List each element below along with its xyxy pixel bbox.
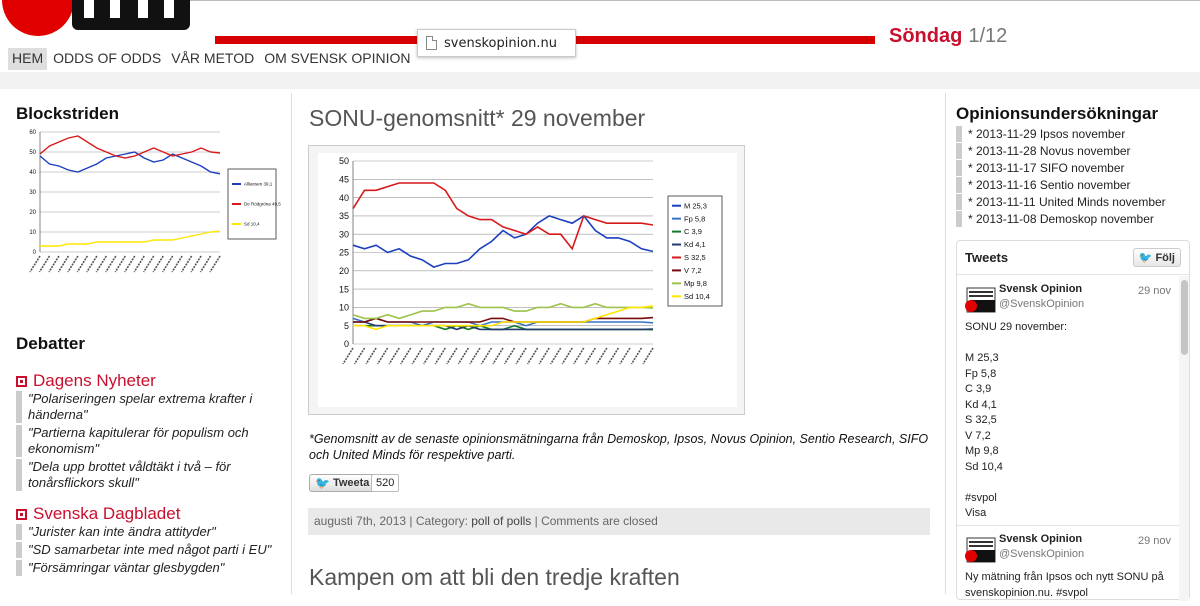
y-tick-label: 35	[338, 211, 349, 222]
legend-label: Sd 10,4	[244, 221, 260, 227]
y-tick-label: 10	[338, 302, 349, 313]
tweet-count: 520	[371, 474, 399, 492]
nav-hem[interactable]: HEM	[8, 48, 47, 70]
x-tick-label	[115, 256, 125, 272]
legend-box	[668, 196, 722, 306]
y-tick-label: 5	[343, 320, 349, 331]
x-tick-label	[210, 256, 220, 272]
tweet-button[interactable]	[309, 474, 375, 492]
blockstriden-title: Blockstriden	[16, 104, 119, 123]
tweet-body: SONU 29 november: M 25,3 Fp 5,8 C 3,9 Kd 4,1 S 32,5 V 7,2 Mp 9,8 Sd 10,4 #svpol Visa	[965, 321, 1068, 519]
x-tick-label	[447, 348, 457, 364]
right-sidebar	[945, 93, 1200, 599]
tweets-header	[957, 241, 1189, 275]
x-tick-label	[597, 348, 607, 364]
series-line	[40, 136, 220, 158]
source-svenska-dagbladet	[16, 504, 180, 524]
day-date: 1/12	[968, 25, 1008, 47]
url-tooltip	[417, 29, 576, 57]
tweet-label: Tweeta	[332, 477, 370, 489]
tweet-item[interactable]	[957, 526, 1189, 606]
x-tick-label	[435, 348, 445, 364]
tweet-body: Ny mätning från Ipsos och nytt SONU på svenskopinion.nu. #svpol	[965, 571, 1164, 599]
y-tick-label: 20	[338, 265, 349, 276]
debatter-title: Debatter	[16, 334, 85, 353]
nav-var-metod[interactable]: VÅR METOD	[171, 50, 255, 66]
x-tick-label	[77, 256, 87, 272]
legend-label: M 25,3	[684, 201, 707, 211]
tweets-title: Tweets	[965, 250, 1009, 265]
polls-title: Opinionsundersökningar	[956, 104, 1159, 123]
chart-footnote: *Genomsnitt av de senaste opinionsmätningarna från Demoskop, Ipsos, Novus Opinion, Sentio Research, SIFO och United Minds för respektive parti.	[309, 432, 929, 462]
twitter-bird-icon: 🐦	[315, 476, 330, 490]
x-tick-label	[30, 256, 40, 272]
x-tick-label	[144, 256, 154, 272]
legend-label: Mp 9,8	[684, 278, 707, 288]
series-line	[40, 152, 220, 174]
legend-label: Fp 5,8	[684, 214, 706, 224]
legend-label: Alliansen 39,1	[244, 181, 273, 187]
series-line	[353, 304, 653, 319]
y-tick-label: 60	[29, 130, 36, 137]
poll-link[interactable]: * 2013-11-16 Sentio november	[956, 177, 1191, 193]
article-link[interactable]: "Dela upp brottet våldtäkt i två – för tonårsflickors skull"	[16, 459, 278, 491]
category-link[interactable]: poll of polls	[471, 514, 532, 528]
x-tick-label	[481, 348, 491, 364]
follow-button[interactable]	[1133, 248, 1181, 267]
y-tick-label: 50	[29, 150, 36, 157]
x-tick-label	[458, 348, 468, 364]
source-bullet-icon	[16, 376, 27, 387]
header-band	[0, 72, 1200, 89]
x-tick-label	[87, 256, 97, 272]
x-tick-label	[424, 348, 434, 364]
legend-label: V 7,2	[684, 266, 702, 276]
poll-link[interactable]: * 2013-11-11 United Minds november	[956, 194, 1191, 210]
x-tick-label	[172, 256, 182, 272]
x-tick-label	[68, 256, 78, 272]
x-tick-label	[49, 256, 59, 272]
header-top-line	[190, 0, 1200, 1]
source-dagens-nyheter	[16, 371, 156, 391]
source-link[interactable]: Dagens Nyheter	[33, 371, 156, 390]
x-tick-label	[39, 256, 49, 272]
article-link[interactable]: "Försämringar väntar glesbygden"	[16, 560, 278, 576]
y-tick-label: 0	[343, 339, 349, 350]
date-display	[889, 25, 1007, 48]
article-link[interactable]: "Jurister kan inte ändra attityder"	[16, 524, 278, 540]
tweet-author[interactable]: Svensk Opinion	[999, 533, 1083, 545]
y-tick-label: 45	[338, 174, 349, 185]
chart-frame	[308, 145, 745, 415]
twitter-bird-icon: 🐦	[1138, 252, 1153, 264]
x-tick-label	[528, 348, 538, 364]
x-tick-label	[378, 348, 388, 364]
y-tick-label: 25	[338, 247, 349, 258]
post-date: augusti 7th, 2013	[314, 514, 407, 528]
main-nav	[8, 48, 416, 70]
follow-label: Följ	[1155, 252, 1175, 264]
x-tick-label	[366, 348, 376, 364]
article-link[interactable]: "SD samarbetar inte med något parti i EU"	[16, 542, 278, 558]
x-tick-label	[201, 256, 211, 272]
x-tick-label	[343, 348, 353, 364]
sonu-chart	[318, 153, 737, 407]
y-tick-label: 10	[29, 230, 36, 237]
legend-label: Kd 4,1	[684, 240, 706, 250]
x-tick-label	[106, 256, 116, 272]
x-tick-label	[493, 348, 503, 364]
blockstriden-chart	[18, 126, 281, 296]
left-sidebar	[0, 93, 292, 594]
x-tick-label	[401, 348, 411, 364]
tweet-time[interactable]: 29 nov	[1137, 535, 1171, 547]
series-line	[40, 231, 220, 246]
y-tick-label: 20	[29, 210, 36, 217]
article-link[interactable]: "Partierna kapitulerar för populism och ekonomism"	[16, 425, 278, 457]
tweet-handle: @SvenskOpinion	[999, 298, 1085, 310]
legend-label: S 32,5	[684, 253, 706, 263]
source-bullet-icon	[16, 509, 27, 520]
x-tick-label	[134, 256, 144, 272]
x-tick-label	[551, 348, 561, 364]
x-tick-label	[389, 348, 399, 364]
x-tick-label	[153, 256, 163, 272]
avatar	[965, 538, 995, 562]
poll-link[interactable]: * 2013-11-08 Demoskop november	[956, 211, 1191, 227]
x-tick-label	[125, 256, 135, 272]
x-tick-label	[412, 348, 422, 364]
tweets-widget	[956, 240, 1190, 600]
dn-articles	[16, 391, 278, 493]
y-tick-label: 30	[338, 229, 349, 240]
x-tick-label	[562, 348, 572, 364]
y-tick-label: 40	[29, 170, 36, 177]
x-tick-label	[574, 348, 584, 364]
legend-label: Sd 10,4	[684, 291, 710, 301]
article-link[interactable]: "Polariseringen spelar extrema krafter i händerna"	[16, 391, 278, 423]
legend-label: De Rödgröna 49,5	[244, 201, 281, 207]
next-post-title[interactable]: Kampen om att bli den tredje kraften	[309, 564, 680, 590]
x-tick-label	[631, 348, 641, 364]
post-title[interactable]: SONU-genomsnitt* 29 november	[309, 105, 646, 131]
poll-link[interactable]: * 2013-11-28 Novus november	[956, 143, 1191, 159]
scrollbar-thumb[interactable]	[1181, 280, 1188, 355]
x-tick-label	[58, 256, 68, 272]
x-tick-label	[516, 348, 526, 364]
x-tick-label	[585, 348, 595, 364]
x-tick-label	[505, 348, 515, 364]
svd-articles	[16, 524, 278, 578]
tweet-item[interactable]	[957, 276, 1189, 526]
chart-canvas	[318, 153, 737, 407]
tweet-handle: @SvenskOpinion	[999, 548, 1085, 560]
main-content	[293, 93, 944, 594]
x-tick-label	[608, 348, 618, 364]
poll-link[interactable]: * 2013-11-29 Ipsos november	[956, 126, 1191, 142]
y-tick-label: 15	[338, 284, 349, 295]
comments-status: Comments are closed	[541, 514, 658, 528]
avatar	[965, 288, 995, 312]
y-tick-label: 30	[29, 190, 36, 197]
x-tick-label	[355, 348, 365, 364]
x-tick-label	[182, 256, 192, 272]
polls-list	[956, 126, 1191, 228]
y-tick-label: 40	[338, 192, 349, 203]
tweets-scrollbar[interactable]	[1179, 276, 1189, 601]
y-tick-label: 50	[338, 156, 349, 167]
day-name: Söndag	[889, 25, 963, 47]
tweet-author[interactable]: Svensk Opinion	[999, 283, 1083, 295]
source-link[interactable]: Svenska Dagbladet	[33, 504, 181, 523]
site-logo[interactable]	[0, 0, 195, 38]
post-meta: augusti 7th, 2013 | Category: poll of polls | Comments are closed	[308, 508, 930, 535]
x-tick-label	[620, 348, 630, 364]
x-tick-label	[96, 256, 106, 272]
tweet-time[interactable]: 29 nov	[1137, 285, 1171, 297]
nav-odds-of-odds[interactable]: ODDS OF ODDS	[53, 50, 162, 66]
x-tick-label	[163, 256, 173, 272]
legend-label: C 3,9	[684, 227, 702, 237]
poll-link[interactable]: * 2013-11-17 SIFO november	[956, 160, 1191, 176]
y-tick-label: 0	[32, 250, 36, 257]
x-tick-label	[643, 348, 653, 364]
url-text: svenskopinion.nu	[444, 35, 558, 51]
x-tick-label	[470, 348, 480, 364]
document-icon	[426, 36, 437, 50]
category-label: Category:	[415, 514, 468, 528]
x-tick-label	[191, 256, 201, 272]
x-tick-label	[539, 348, 549, 364]
nav-om-svensk-opinion[interactable]: OM SVENSK OPINION	[264, 50, 411, 66]
